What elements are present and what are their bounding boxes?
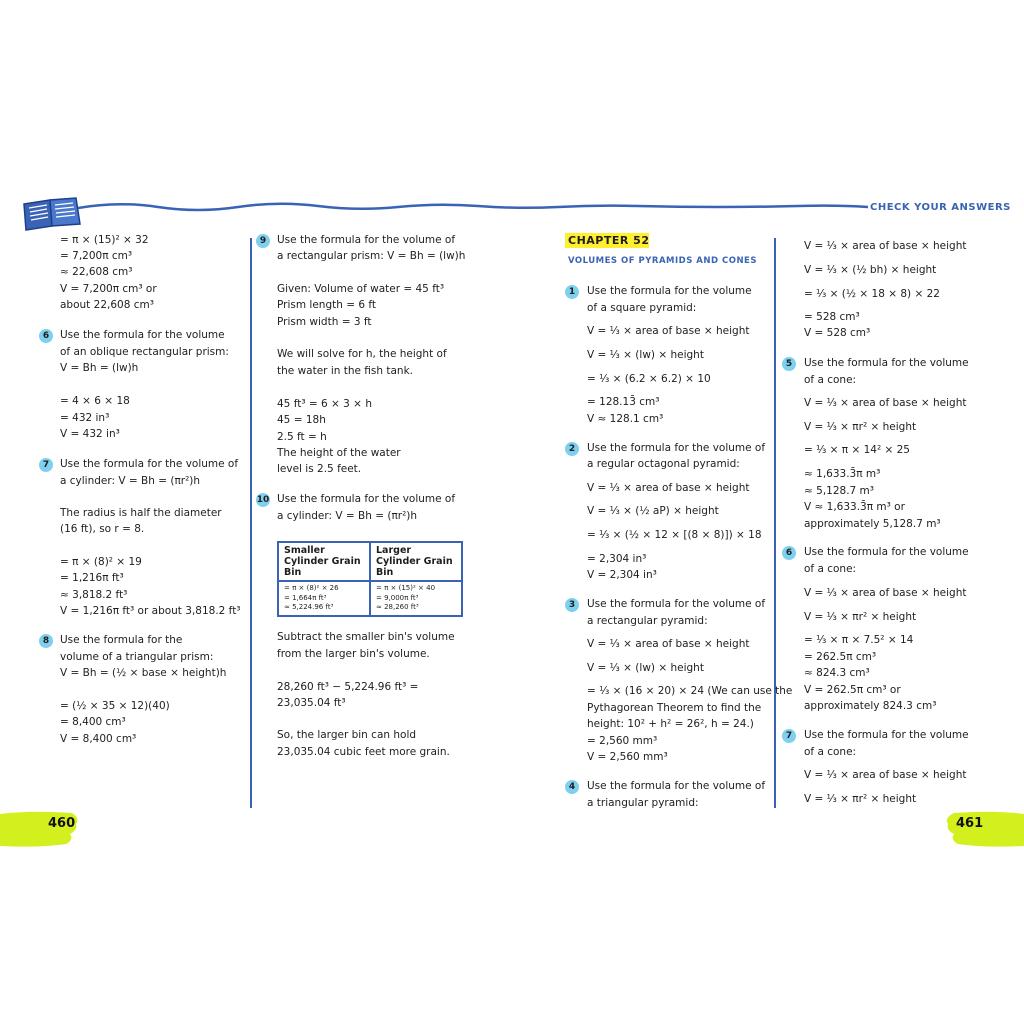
text-line: level is 2.5 feet. — [277, 463, 362, 475]
text-line: V = ⅓ × area of base × height — [587, 325, 750, 337]
answer-badge: 10 — [256, 495, 270, 505]
text-line: V = ⅓ × (lw) × height — [587, 662, 704, 674]
table-header-smaller: Smaller Cylinder Grain Bin — [278, 542, 370, 581]
text-line: (16 ft), so r = 8. — [60, 523, 145, 535]
text-line: = π × (15)² × 32 — [60, 234, 149, 246]
text-line: ≈ 5,128.7 m³ — [804, 485, 874, 497]
text-line: Use the formula for the — [60, 634, 183, 646]
text-line: ≈ 3,818.2 ft³ — [60, 589, 128, 601]
text-line: = (½ × 35 × 12)(40) — [60, 700, 170, 712]
text-line: Use the formula for the volume — [804, 546, 969, 558]
text-line: V = 2,560 mm³ — [587, 751, 668, 763]
text-line: 2.5 ft = h — [277, 431, 327, 443]
text-line: V = ⅓ × (½ aP) × height — [587, 505, 719, 517]
text-line: V = Bh = (lw)h — [60, 362, 139, 374]
cell-line: = π × (15)² × 40 — [376, 584, 436, 592]
text-line: Prism length = 6 ft — [277, 299, 377, 311]
answer-badge: 4 — [565, 780, 579, 794]
text-line: = 7,200π cm³ — [60, 250, 133, 262]
text-line: the water in the fish tank. — [277, 365, 414, 377]
column-divider-right — [774, 238, 776, 808]
text-line: of a cone: — [804, 563, 857, 575]
text-line: a rectangular pyramid: — [587, 615, 708, 627]
answer-badge: 1 — [565, 285, 579, 299]
text-line: Given: Volume of water = 45 ft³ — [277, 283, 445, 295]
answer-badge: 2 — [565, 442, 579, 456]
answer-badge: 6 — [39, 329, 53, 343]
text-line: = 128.13̄ cm³ — [587, 396, 660, 408]
text-line: from the larger bin's volume. — [277, 648, 430, 660]
answer-badge: 7 — [782, 729, 796, 743]
text-line: = 528 cm³ — [804, 311, 860, 323]
answer-badge: 5 — [782, 357, 796, 371]
text-line: = 2,304 in³ — [587, 553, 647, 565]
text-line: The height of the water — [277, 447, 401, 459]
text-line: a rectangular prism: V = Bh = (lw)h — [277, 250, 466, 262]
text-line: V = 528 cm³ — [804, 327, 871, 339]
chapter-title: VOLUMES OF PYRAMIDS AND CONES — [568, 256, 757, 266]
text-line: Use the formula for the volume — [804, 357, 969, 369]
text-line: V = ⅓ × area of base × height — [804, 240, 967, 252]
text-line: = ⅓ × (½ × 12 × [(8 × 8)]) × 18 — [587, 529, 762, 541]
text-line: a triangular pyramid: — [587, 797, 699, 809]
text-line: V = ⅓ × area of base × height — [804, 769, 967, 781]
text-line: Use the formula for the volume of — [587, 780, 766, 792]
text-line: of an oblique rectangular prism: — [60, 346, 229, 358]
text-line: = ⅓ × (6.2 × 6.2) × 10 — [587, 373, 711, 385]
text-line: = 2,560 mm³ — [587, 735, 658, 747]
text-line: V = ⅓ × πr² × height — [804, 793, 917, 805]
text-line: Pythagorean Theorem to find the — [587, 702, 762, 714]
text-line: We will solve for h, the height of — [277, 348, 447, 360]
page-number-right: 461 — [956, 816, 984, 831]
text-line: of a cone: — [804, 746, 857, 758]
text-line: 23,035.04 cubic feet more grain. — [277, 746, 450, 758]
text-line: V = 8,400 cm³ — [60, 733, 137, 745]
text-line: V = 432 in³ — [60, 428, 120, 440]
text-line: Use the formula for the volume of — [587, 442, 766, 454]
text-line: V = Bh = (½ × base × height)h — [60, 667, 227, 679]
answer-badge: 3 — [565, 598, 579, 612]
text-line: V = ⅓ × area of base × height — [804, 397, 967, 409]
text-line: Prism width = 3 ft — [277, 316, 372, 328]
text-line: of a square pyramid: — [587, 302, 697, 314]
text-line: V = 7,200π cm³ or — [60, 283, 157, 295]
text-line: = ⅓ × (½ × 18 × 8) × 22 — [804, 288, 940, 300]
cell-line: = 1,664π ft³ — [284, 593, 327, 602]
text-line: = 8,400 cm³ — [60, 716, 126, 728]
text-line: V = ⅓ × πr² × height — [804, 421, 917, 433]
text-line: a cylinder: V = Bh = (πr²)h — [277, 510, 418, 522]
text-line: volume of a triangular prism: — [60, 651, 214, 663]
text-line: about 22,608 cm³ — [60, 299, 154, 311]
text-line: Use the formula for the volume of — [277, 493, 456, 505]
text-line: ≈ 824.3 cm³ — [804, 667, 870, 679]
text-line: V = ⅓ × area of base × height — [804, 587, 967, 599]
section-title: CHECK YOUR ANSWERS — [870, 202, 1011, 213]
text-line: Use the formula for the volume — [60, 329, 225, 341]
text-line: V = ⅓ × area of base × height — [587, 638, 750, 650]
text-line: = ⅓ × (16 × 20) × 24 (We can use the — [587, 685, 793, 697]
text-line: Use the formula for the volume of — [60, 458, 239, 470]
text-line: a regular octagonal pyramid: — [587, 458, 740, 470]
cell-line: = π × (8)² × 26 — [284, 584, 339, 592]
text-line: height: 10² + h² = 26², h = 24.) — [587, 718, 754, 730]
text-line: V = 1,216π ft³ or about 3,818.2 ft³ — [60, 605, 241, 617]
text-line: = 262.5π cm³ — [804, 651, 877, 663]
text-line: = ⅓ × π × 14² × 25 — [804, 444, 910, 456]
text-line: approximately 5,128.7 m³ — [804, 518, 941, 530]
page-number-left: 460 — [48, 816, 76, 831]
text-line: = ⅓ × π × 7.5² × 14 — [804, 634, 914, 646]
text-line: 23,035.04 ft³ — [277, 697, 346, 709]
text-line: 45 ft³ = 6 × 3 × h — [277, 398, 372, 410]
answer-badge: 8 — [39, 634, 53, 648]
text-line: V ≈ 128.1 cm³ — [587, 413, 664, 425]
text-line: Use the formula for the volume — [804, 729, 969, 741]
text-line: V = 2,304 in³ — [587, 569, 657, 581]
column-divider-left — [250, 238, 252, 808]
text-line: = 4 × 6 × 18 — [60, 395, 130, 407]
table-header-larger: Larger Cylinder Grain Bin — [370, 542, 462, 581]
text-line: = 432 in³ — [60, 412, 110, 424]
text-line: V = ⅓ × area of base × height — [587, 482, 750, 494]
answer-badge: 6 — [782, 546, 796, 560]
table-cell-smaller — [278, 581, 370, 616]
text-line: V = ⅓ × πr² × height — [804, 611, 917, 623]
cell-line: ≈ 5,224.96 ft³ — [284, 603, 334, 611]
answer-badge: 9 — [256, 234, 270, 248]
chapter-label: CHAPTER 52 — [568, 234, 650, 247]
text-line: Use the formula for the volume of — [277, 234, 456, 246]
text-line: Use the formula for the volume of — [587, 598, 766, 610]
grain-bin-table — [277, 541, 463, 617]
cell-line: ≈ 28,260 ft³ — [376, 603, 419, 611]
open-book-icon — [20, 196, 84, 232]
wavy-header-rule — [78, 198, 868, 214]
cell-line: = 9,000π ft³ — [376, 593, 419, 602]
text-line: 45 = 18h — [277, 414, 326, 426]
text-line: approximately 824.3 cm³ — [804, 700, 937, 712]
text-line: ≈ 22,608 cm³ — [60, 266, 133, 278]
answer-badge: 7 — [39, 458, 53, 472]
text-line: The radius is half the diameter — [60, 507, 222, 519]
text-line: a cylinder: V = Bh = (πr²)h — [60, 475, 201, 487]
text-line: Subtract the smaller bin's volume — [277, 631, 455, 643]
text-line: So, the larger bin can hold — [277, 729, 417, 741]
text-line: V = ⅓ × (½ bh) × height — [804, 264, 937, 276]
text-line: Use the formula for the volume — [587, 285, 752, 297]
text-line: ≈ 1,633.3̄π m³ — [804, 468, 881, 480]
text-line: of a cone: — [804, 374, 857, 386]
text-line: = 1,216π ft³ — [60, 572, 124, 584]
text-line: V ≈ 1,633.3̄π m³ or — [804, 501, 905, 513]
text-line: V = 262.5π cm³ or — [804, 684, 901, 696]
text-line: V = ⅓ × (lw) × height — [587, 349, 704, 361]
text-line: 28,260 ft³ − 5,224.96 ft³ = — [277, 681, 419, 693]
text-line: = π × (8)² × 19 — [60, 556, 142, 568]
table-cell-larger — [370, 581, 462, 616]
